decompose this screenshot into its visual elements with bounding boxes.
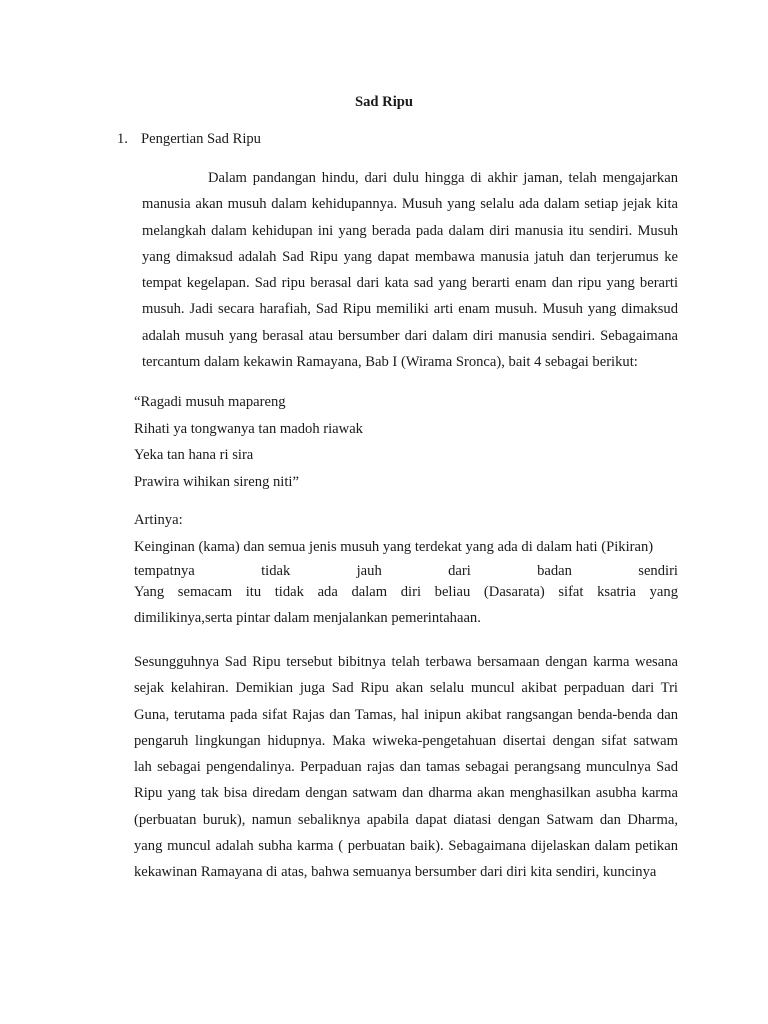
paragraph-line: (perbuatan buruk), namun sebaliknya apabila dapat diatasi dengan Satwam dan Dharma, xyxy=(134,811,678,828)
paragraph-line: Ripu yang tak bisa diredam dengan satwam dan dharma akan menghasilkan asubha karma xyxy=(134,785,678,802)
section-heading-text: Pengertian Sad Ripu xyxy=(141,131,261,147)
paragraph-line: tercantum dalam kekawin Ramayana, Bab I (Wirama Sronca), bait 4 sebagai berikut: xyxy=(142,354,638,371)
kakawin-verse xyxy=(134,389,363,495)
paragraph-explanation xyxy=(134,649,678,886)
paragraph-line: Sesungguhnya Sad Ripu tersebut bibitnya telah terbawa bersamaan dengan karma wesana xyxy=(134,654,678,670)
section-number: 1. xyxy=(117,131,128,147)
paragraph-line: Guna, terutama pada sifat Rajas dan Tamas, hal inipun akibat rangsangan benda-benda dan xyxy=(134,706,678,723)
translation-line: tempatnya tidak jauh dari badan sendiri xyxy=(134,563,678,579)
verse-line: “Ragadi musuh mapareng xyxy=(134,394,286,410)
translation-block xyxy=(134,507,678,632)
verse-line: Yeka tan hana ri sira xyxy=(134,447,254,463)
paragraph-line: manusia akan musuh dalam kehidupannya. Musuh yang selalu ada dalam setiap jejak kita xyxy=(142,196,678,213)
paragraph-line: tempat kegelapan. Sad ripu berasal dari kata sad yang berarti enam dan ripu yang berarti xyxy=(142,275,678,292)
paragraph-line: kekawinan Ramayana di atas, bahwa semuanya bersumber dari diri kita sendiri, kuncinya xyxy=(134,864,657,881)
translation-label: Artinya: xyxy=(134,512,183,528)
paragraph-line: sejak kelahiran. Demikian juga Sad Ripu akan selalu muncul akibat perpaduan dari Tri xyxy=(134,680,678,697)
translation-line: dimilikinya,serta pintar dalam menjalankan pemerintahaan. xyxy=(134,610,481,626)
paragraph-line: musuh. Jadi secara harafiah, Sad Ripu memiliki arti enam musuh. Musuh yang dimaksud xyxy=(142,301,678,318)
paragraph-line: lah sebagai pengendalinya. Perpaduan rajas dan tamas sebagai perangsang munculnya Sad xyxy=(134,759,678,776)
paragraph-line: melangkah dalam kehidupan ini yang berada pada dalam diri manusia itu sendiri. Musuh xyxy=(142,222,678,239)
paragraph-line: yang muncul adalah subha karma ( perbuatan baik). Sebagaimana dijelaskan dalam petikan xyxy=(134,838,678,855)
paragraph-line: pengaruh lingkungan hidupnya. Maka wiweka-pengetahuan disertai dengan sifat satwam xyxy=(134,732,678,749)
paragraph-line: adalah musuh yang berasal atau bersumber dari dalam diri manusia sendiri. Sebagaimana xyxy=(142,327,678,344)
verse-line: Rihati ya tongwanya tan madoh riawak xyxy=(134,420,363,437)
paragraph-line: Dalam pandangan hindu, dari dulu hingga di akhir jaman, telah mengajarkan xyxy=(208,170,678,186)
verse-line: Prawira wihikan sireng niti” xyxy=(134,473,299,490)
paragraph-definition xyxy=(142,165,678,375)
section-heading xyxy=(117,129,261,149)
translation-line: Keinginan (kama) dan semua jenis musuh yang terdekat yang ada di dalam hati (Pikiran) xyxy=(134,538,654,555)
translation-line: Yang semacam itu tidak ada dalam diri beliau (Dasarata) sifat ksatria yang xyxy=(134,583,678,600)
paragraph-line: yang dimaksud adalah Sad Ripu yang dapat membawa manusia jatuh dan terjerumus ke xyxy=(142,248,678,265)
document-title: Sad Ripu xyxy=(354,94,413,110)
